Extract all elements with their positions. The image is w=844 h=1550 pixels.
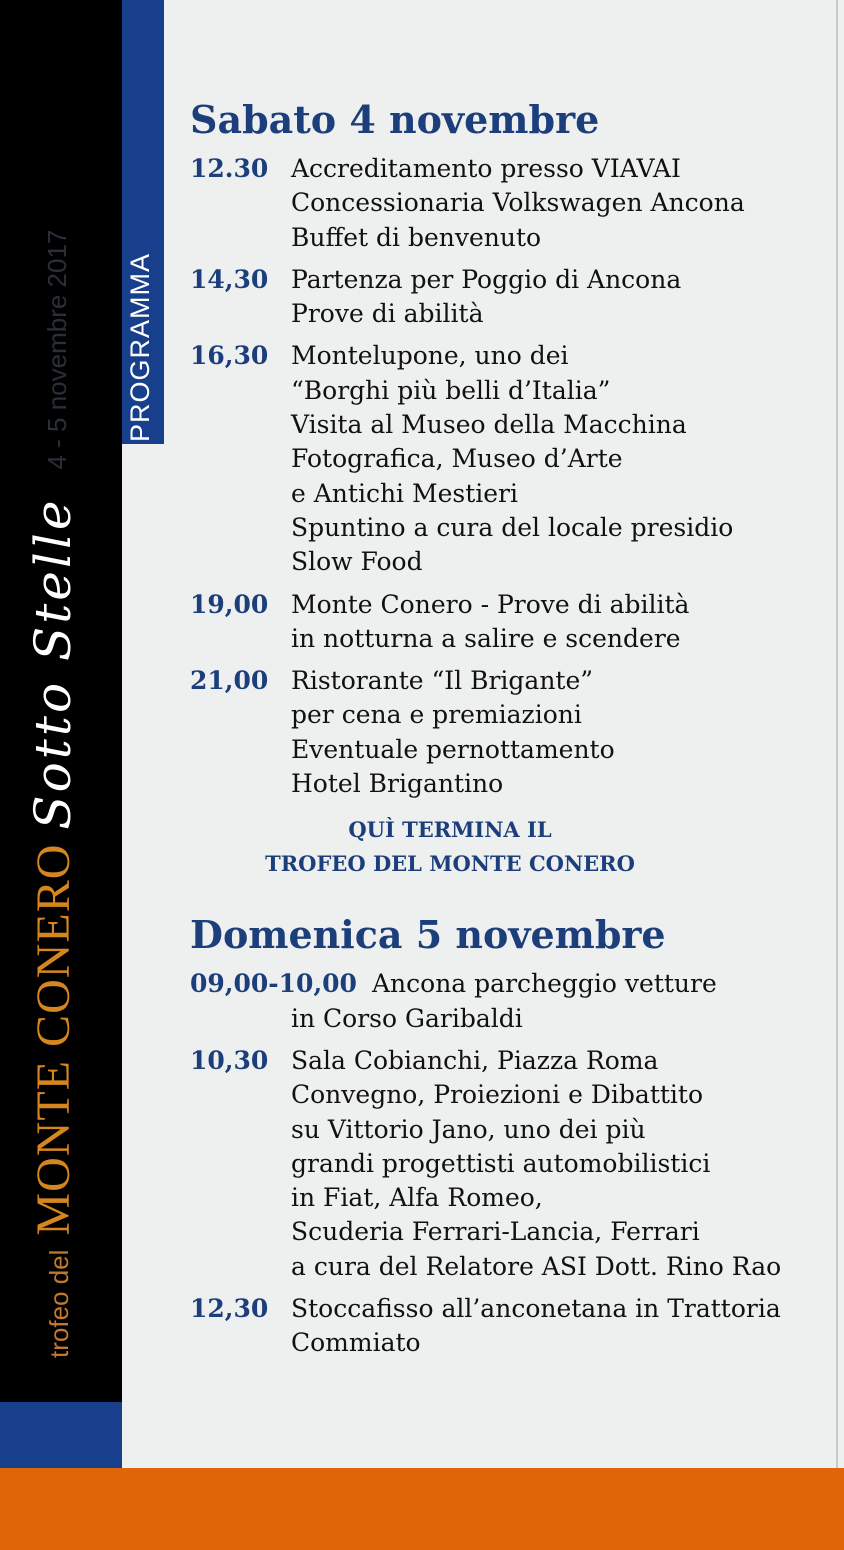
schedule-item [190, 1044, 830, 1284]
schedule-item [190, 263, 830, 332]
event-line: su Vittorio Jano, uno dei più [291, 1114, 646, 1144]
end-note-line: TROFEO DEL MONTE CONERO [265, 851, 635, 877]
trofeo-label: trofeo del [44, 1249, 74, 1358]
sunday-heading: Domenica 5 novembre [190, 912, 666, 958]
event-name: MONTE CONERO [27, 843, 80, 1236]
saturday-section [190, 96, 830, 881]
event-line: Scuderia Ferrari-Lancia, Ferrari [291, 1217, 700, 1247]
event-dates: 4 - 5 novembre 2017 [42, 229, 72, 470]
saturday-events [190, 152, 830, 801]
event-line: Buffet di benvenuto [291, 222, 542, 252]
event-line: in Fiat, Alfa Romeo, [291, 1183, 543, 1213]
schedule-item [190, 664, 830, 801]
schedule-item [190, 967, 830, 1036]
event-line: Accreditamento presso VIAVAI [291, 154, 681, 183]
event-time: 16,30 [190, 341, 269, 371]
event-description [291, 1044, 781, 1284]
event-line: Spuntino a cura del locale presidio [291, 512, 734, 542]
event-time: 09,00-10,00 [190, 969, 357, 999]
event-line: Sala Cobianchi, Piazza Roma [291, 1045, 659, 1075]
event-description [291, 263, 681, 332]
event-description [291, 339, 733, 579]
saturday-heading: Sabato 4 novembre [190, 97, 600, 142]
end-note-line: QUÌ TERMINA IL [348, 817, 552, 843]
event-line: Ancona parcheggio vetture [372, 969, 717, 999]
event-line: Fotografica, Museo d’Arte [291, 444, 623, 474]
event-line: e Antichi Mestieri [291, 478, 518, 508]
script-title: Sotto Stelle [24, 497, 82, 830]
event-time: 12.30 [190, 154, 269, 183]
event-line: Stoccafisso all’anconetana in Trattoria [291, 1294, 781, 1324]
event-time: 21,00 [190, 666, 269, 696]
event-line: Convegno, Proiezioni e Dibattito [291, 1080, 703, 1110]
schedule-item [190, 1292, 830, 1361]
event-line: Concessionaria Volkswagen Ancona [291, 188, 745, 218]
sunday-events [190, 967, 830, 1360]
event-time: 10,30 [190, 1045, 269, 1075]
schedule-item [190, 588, 830, 657]
schedule-item [190, 339, 830, 579]
sunday-section [190, 911, 830, 1360]
event-time: 14,30 [190, 264, 269, 294]
event-line: per cena e premiazioni [291, 700, 582, 730]
event-line: Montelupone, uno dei [291, 341, 569, 371]
event-line: in notturna a salire e scendere [291, 623, 681, 653]
event-line: Hotel Brigantino [291, 769, 504, 799]
event-description [291, 1292, 781, 1361]
event-line: a cura del Relatore ASI Dott. Rino Rao [291, 1251, 782, 1281]
footer-band [0, 1468, 844, 1550]
schedule-item [190, 152, 830, 255]
event-description [291, 152, 745, 255]
programma-label: PROGRAMMA [125, 252, 155, 442]
edge-divider [836, 0, 838, 1468]
end-note [190, 813, 710, 881]
event-description [291, 967, 717, 1036]
event-description [291, 588, 689, 657]
event-line: Ristorante “Il Brigante” [291, 666, 594, 696]
event-line: Commiato [291, 1328, 421, 1358]
event-line: Partenza per Poggio di Ancona [291, 264, 682, 294]
event-line: Visita al Museo della Macchina [291, 410, 687, 440]
event-line: “Borghi più belli d’Italia” [291, 375, 611, 405]
event-line: Prove di abilità [291, 299, 484, 329]
event-line: grandi progettisti automobilistici [291, 1148, 711, 1178]
sidebar-blue-block [0, 1402, 122, 1468]
event-title-vertical [24, 229, 82, 1358]
schedule [190, 96, 830, 1361]
event-line: Eventuale pernottamento [291, 734, 615, 764]
event-line: in Corso Garibaldi [291, 1003, 523, 1033]
event-line: Slow Food [291, 547, 423, 577]
event-time: 19,00 [190, 589, 269, 619]
event-time: 12,30 [190, 1294, 269, 1324]
event-line: Monte Conero - Prove di abilità [291, 589, 690, 619]
event-description [291, 664, 615, 801]
